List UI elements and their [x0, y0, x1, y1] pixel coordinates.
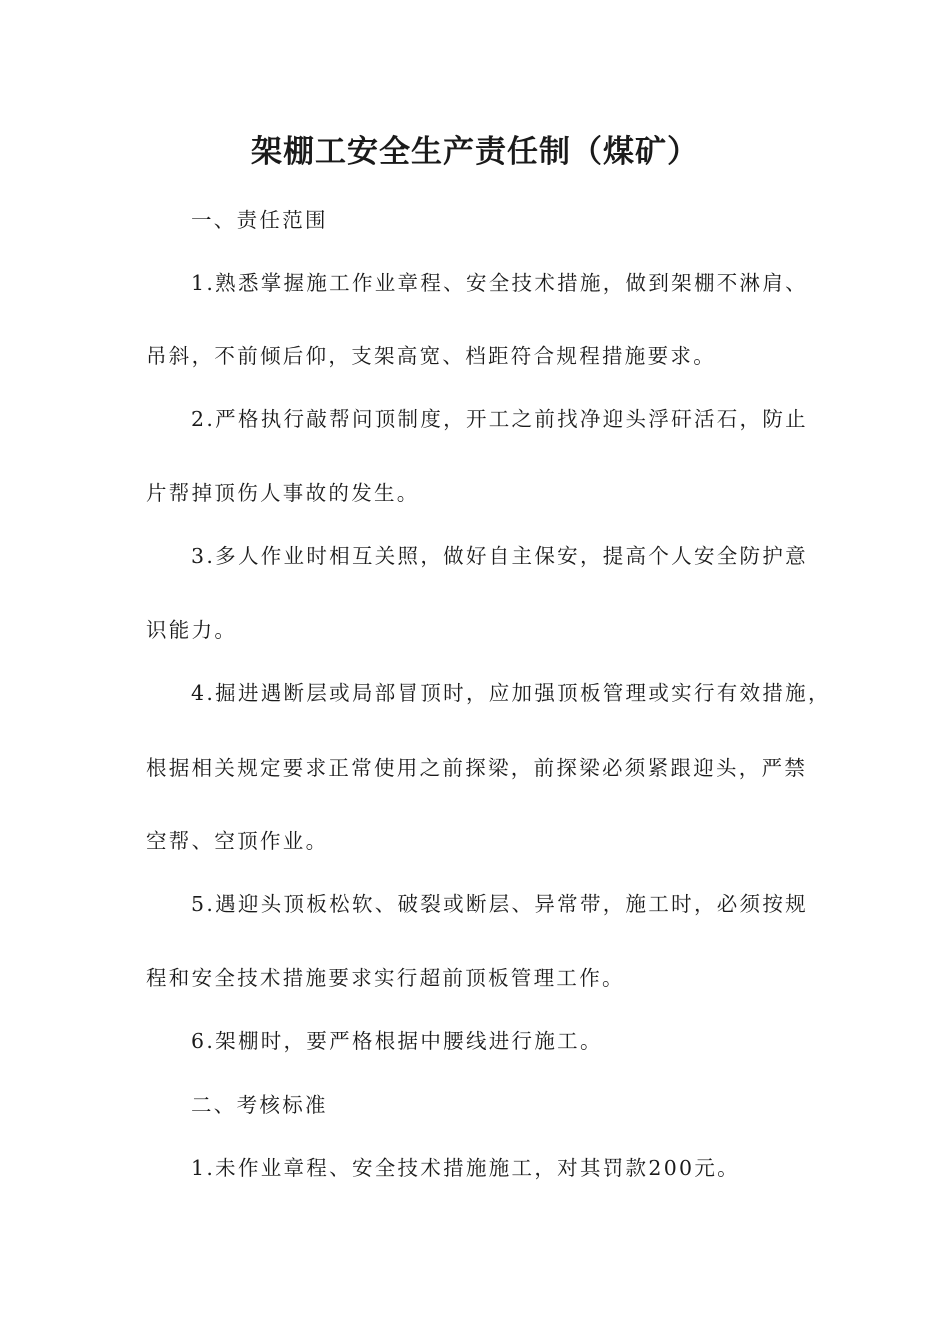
- section1-item5-line2: 程和安全技术措施要求实行超前顶板管理工作。: [146, 966, 625, 990]
- section1-item6-line1: 6.架棚时，要严格根据中腰线进行施工。: [191, 1029, 603, 1053]
- section1-item1-line1: 1.熟悉掌握施工作业章程、安全技术措施，做到架棚不淋肩、: [191, 271, 808, 295]
- section1-item4-line2: 根据相关规定要求正常使用之前探梁，前探梁必须紧跟迎头，严禁: [146, 756, 808, 780]
- section1-item1-line2: 吊斜，不前倾后仰，支架高宽、档距符合规程措施要求。: [146, 344, 716, 368]
- section1-item3-line2: 识能力。: [146, 618, 238, 642]
- section1-item4-line3: 空帮、空顶作业。: [146, 829, 329, 853]
- section1-item2-line1: 2.严格执行敲帮问顶制度，开工之前找净迎头浮矸活石，防止: [191, 407, 808, 431]
- section1-item5-line1: 5.遇迎头顶板松软、破裂或断层、异常带，施工时，必须按规: [191, 892, 808, 916]
- section2-item1-line1: 1.未作业章程、安全技术措施施工，对其罚款200元。: [191, 1156, 740, 1180]
- document-title: 架棚工安全生产责任制（煤矿）: [251, 134, 699, 170]
- section1-item2-line2: 片帮掉顶伤人事故的发生。: [146, 481, 420, 505]
- section1-heading: 一、责任范围: [191, 208, 328, 232]
- section1-item4-line1: 4.掘进遇断层或局部冒顶时，应加强顶板管理或实行有效措施，: [191, 681, 831, 705]
- section1-item3-line1: 3.多人作业时相互关照，做好自主保安，提高个人安全防护意: [191, 544, 808, 568]
- section2-heading: 二、考核标准: [191, 1093, 328, 1117]
